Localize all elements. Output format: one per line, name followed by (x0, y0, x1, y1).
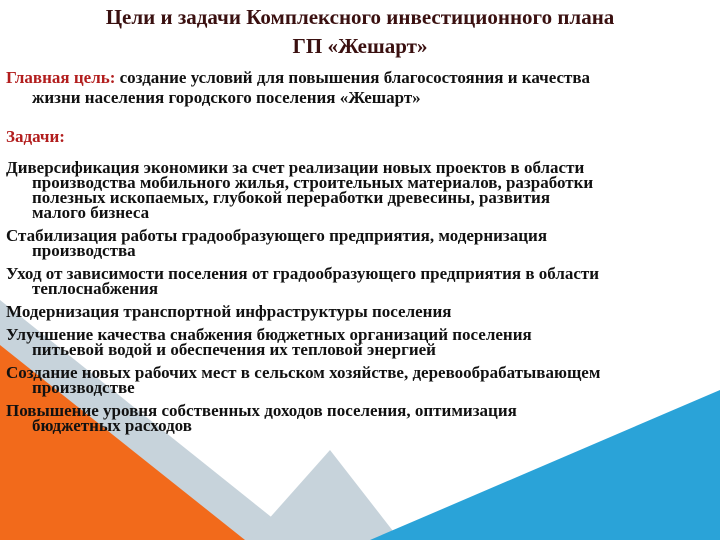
main-goal-text-1: создание условий для повышения благосостояния и качества (115, 68, 591, 87)
main-goal-label: Главная цель: (6, 68, 116, 87)
task-line: теплоснабжения (32, 279, 159, 298)
task-item (6, 304, 718, 319)
tasks-heading: Задачи: (6, 127, 65, 146)
task-line: Диверсификация экономики за счет реализации новых проектов в области (6, 158, 585, 177)
task-line: Создание новых рабочих мест в сельском хозяйстве, деревообрабатывающем (6, 363, 601, 382)
main-goal (6, 68, 712, 108)
main-goal-text-2: жизни населения городского поселения «Жешарт» (32, 88, 421, 107)
task-item (6, 266, 718, 296)
task-line: производстве (32, 378, 135, 397)
task-item (6, 365, 718, 395)
title-line-1: Цели и задачи Комплексного инвестиционного плана (105, 5, 615, 29)
task-line: Повышение уровня собственных доходов поселения, оптимизация (6, 401, 517, 420)
slide-title (40, 3, 680, 61)
task-line: Модернизация транспортной инфраструктуры поселения (6, 302, 452, 321)
task-line: бюджетных расходов (32, 416, 192, 435)
task-line: Уход от зависимости поселения от градообразующего предприятия в области (6, 264, 600, 283)
title-line-2: ГП «Жешарт» (292, 34, 428, 58)
task-item (6, 403, 718, 433)
task-line: питьевой водой и обеспечения их тепловой энергией (32, 340, 436, 359)
task-line: малого бизнеса (32, 203, 150, 222)
task-item (6, 160, 718, 220)
task-line: Улучшение качества снабжения бюджетных организаций поселения (6, 325, 532, 344)
task-line: полезных ископаемых, глубокой переработки древесины, развития (32, 188, 551, 207)
task-line: производства мобильного жилья, строительных материалов, разработки (32, 173, 594, 192)
tasks-list (6, 160, 718, 441)
task-item (6, 228, 718, 258)
task-line: Стабилизация работы градообразующего предприятия, модернизация (6, 226, 548, 245)
task-item (6, 327, 718, 357)
task-line: производства (32, 241, 136, 260)
